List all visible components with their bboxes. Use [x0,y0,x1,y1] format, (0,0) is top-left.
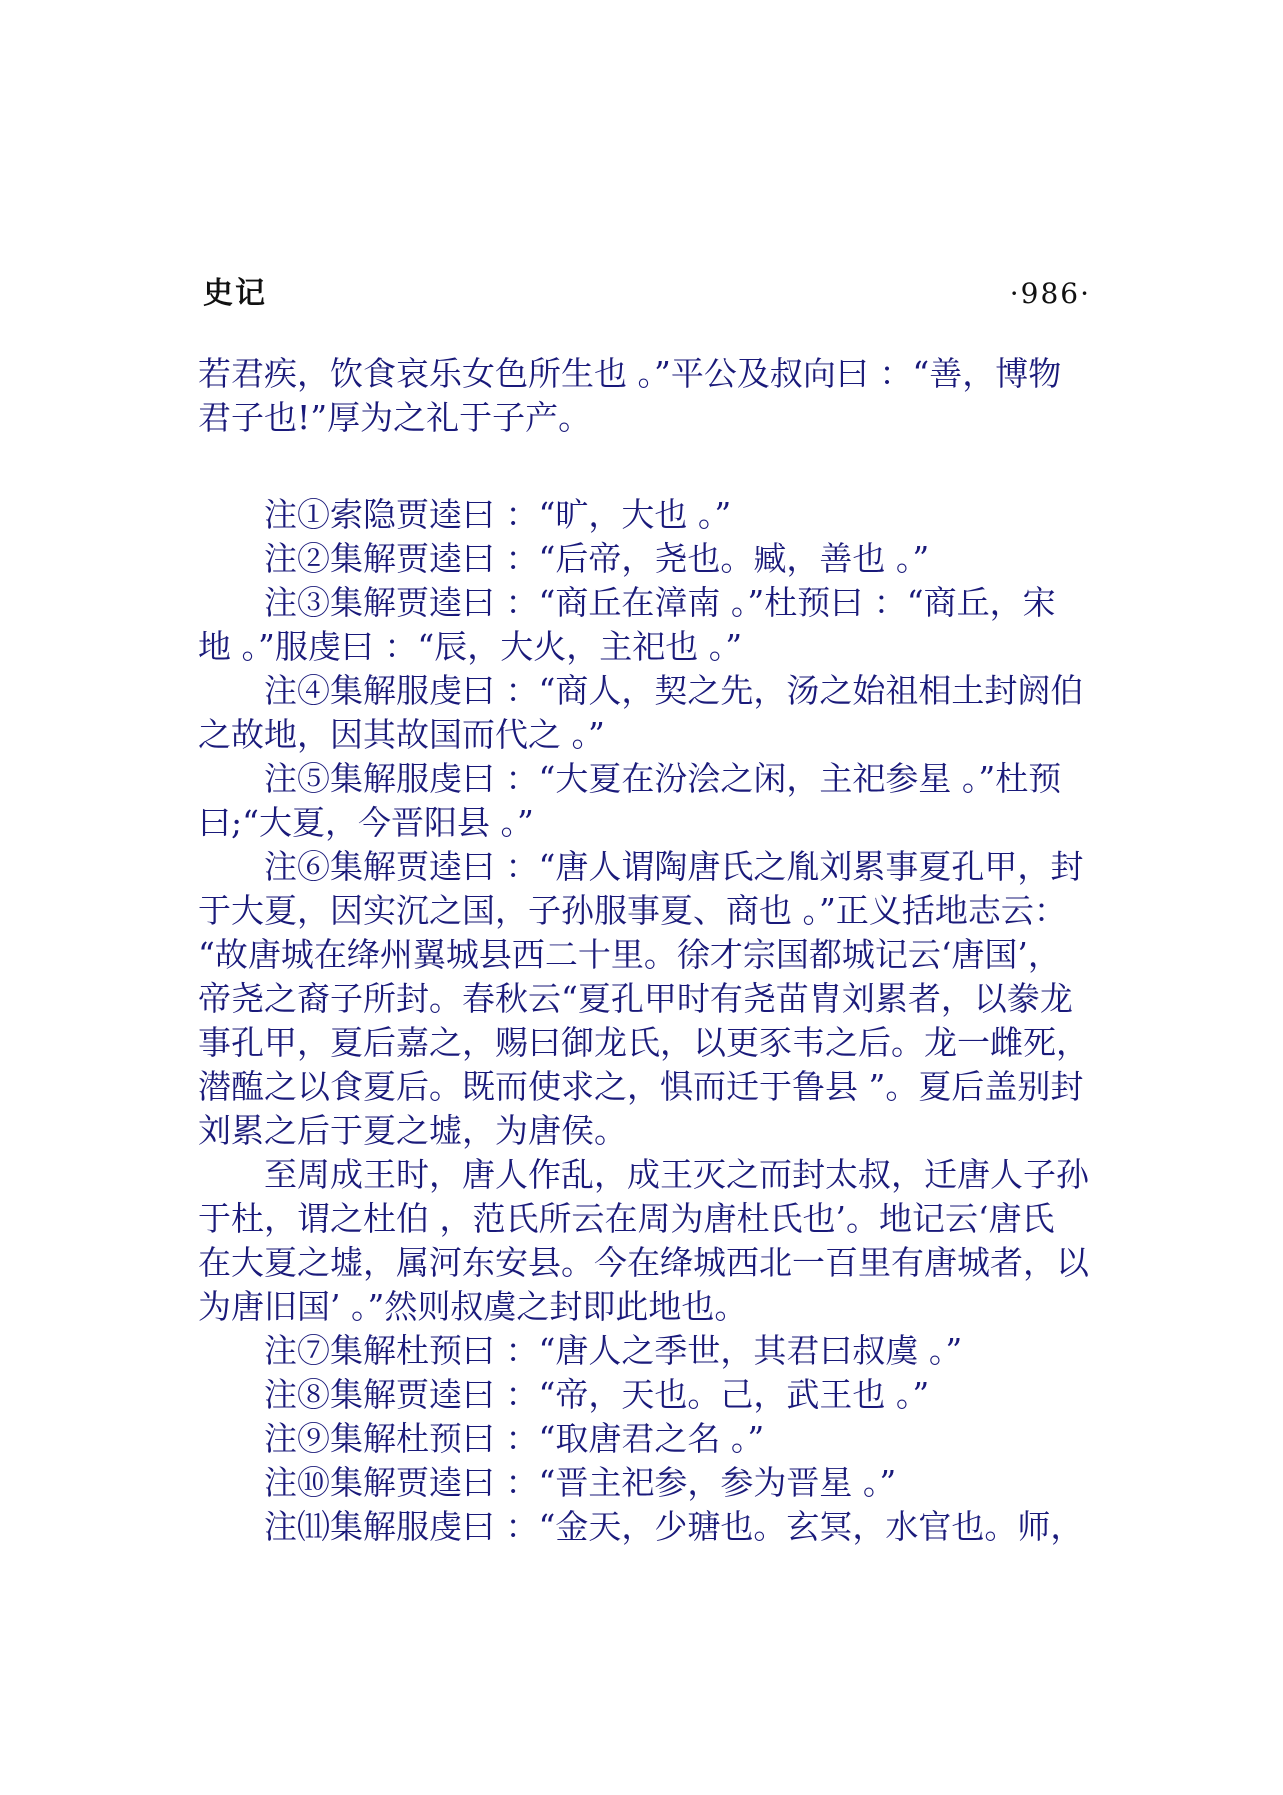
note-line: 曰;“大夏，今晋阳县 。” [198,803,534,842]
page-number: ·986· [1009,277,1091,310]
note-line: 至周成王时，唐人作乱，成王灭之而封太叔，迁唐人子孙 [264,1155,1089,1194]
note-line: 注④集解服虔曰 ：“商人，契之先，汤之始祖相土封阏伯 [264,671,1084,710]
page-header [203,272,1091,316]
note-line: 注⑧集解贾逵曰 ：“帝，天也。己，武王也 。” [264,1375,930,1414]
notes-section [198,493,1093,1549]
note-line: 事孔甲，夏后嘉之，赐曰御龙氏，以更豕韦之后。龙一雌死， [198,1023,1089,1062]
note-line: 之故地，因其故国而代之 。” [198,715,605,754]
note-line: 注⑾集解服虔曰 ：“金天，少瑭也。玄冥，水官也。师， [264,1507,1084,1546]
note-line: 注②集解贾逵曰 ：“后帝，尧也。臧，善也 。” [264,539,930,578]
note-line: 为唐旧国’ 。”然则叔虞之封即此地也。 [198,1287,748,1326]
note-line: 注①索隐贾逵曰 ：“旷，大也 。” [264,495,732,534]
note-line: 于杜，谓之杜伯 ，范氏所云在周为唐杜氏也’。地记云‘唐氏 [198,1199,1055,1238]
note-line: 潜醢之以食夏后。既而使求之，惧而迁于鲁县 ”。夏后盖别封 [198,1067,1084,1106]
page-body [198,352,1093,1549]
note-line: 刘累之后于夏之墟，为唐侯。 [198,1111,627,1150]
text-line: 若君疾，饮食哀乐女色所生也 。”平公及叔向曰 ：“善，博物 [198,354,1062,393]
paragraph-gap [198,440,1093,493]
note-line: 注③集解贾逵曰 ：“商丘在漳南 。”杜预曰 ：“商丘，宋 [264,583,1056,622]
text-line: 君子也!”厚为之礼于子产。 [198,398,592,437]
note-line: 帝尧之裔子所封。春秋云“夏孔甲时有尧苗胄刘累者，以豢龙 [198,979,1073,1018]
note-line: 注⑨集解杜预曰 ：“取唐君之名 。” [264,1419,765,1458]
note-line: 在大夏之墟，属河东安县。今在绛城西北一百里有唐城者，以 [198,1243,1089,1282]
note-line: 地 。”服虔曰 ：“辰，大火，主祀也 。” [198,627,743,666]
note-line: 注⑩集解贾逵曰 ：“晋主祀参，参为晋星 。” [264,1463,897,1502]
note-line: “故唐城在绛州翼城县西二十里。徐才宗国都城记云‘唐国’， [198,935,1061,974]
note-line: 注⑤集解服虔曰 ：“大夏在汾浍之闲，主祀参星 。”杜预 [264,759,1062,798]
note-line: 注⑥集解贾逵曰 ：“唐人谓陶唐氏之胤刘累事夏孔甲，封 [264,847,1084,886]
note-line: 于大夏，因实沉之国，子孙服事夏、商也 。”正义括地志云： [198,891,1067,930]
book-title: 史记 [203,276,267,311]
note-line: 注⑦集解杜预曰 ：“唐人之季世，其君曰叔虞 。” [264,1331,963,1370]
